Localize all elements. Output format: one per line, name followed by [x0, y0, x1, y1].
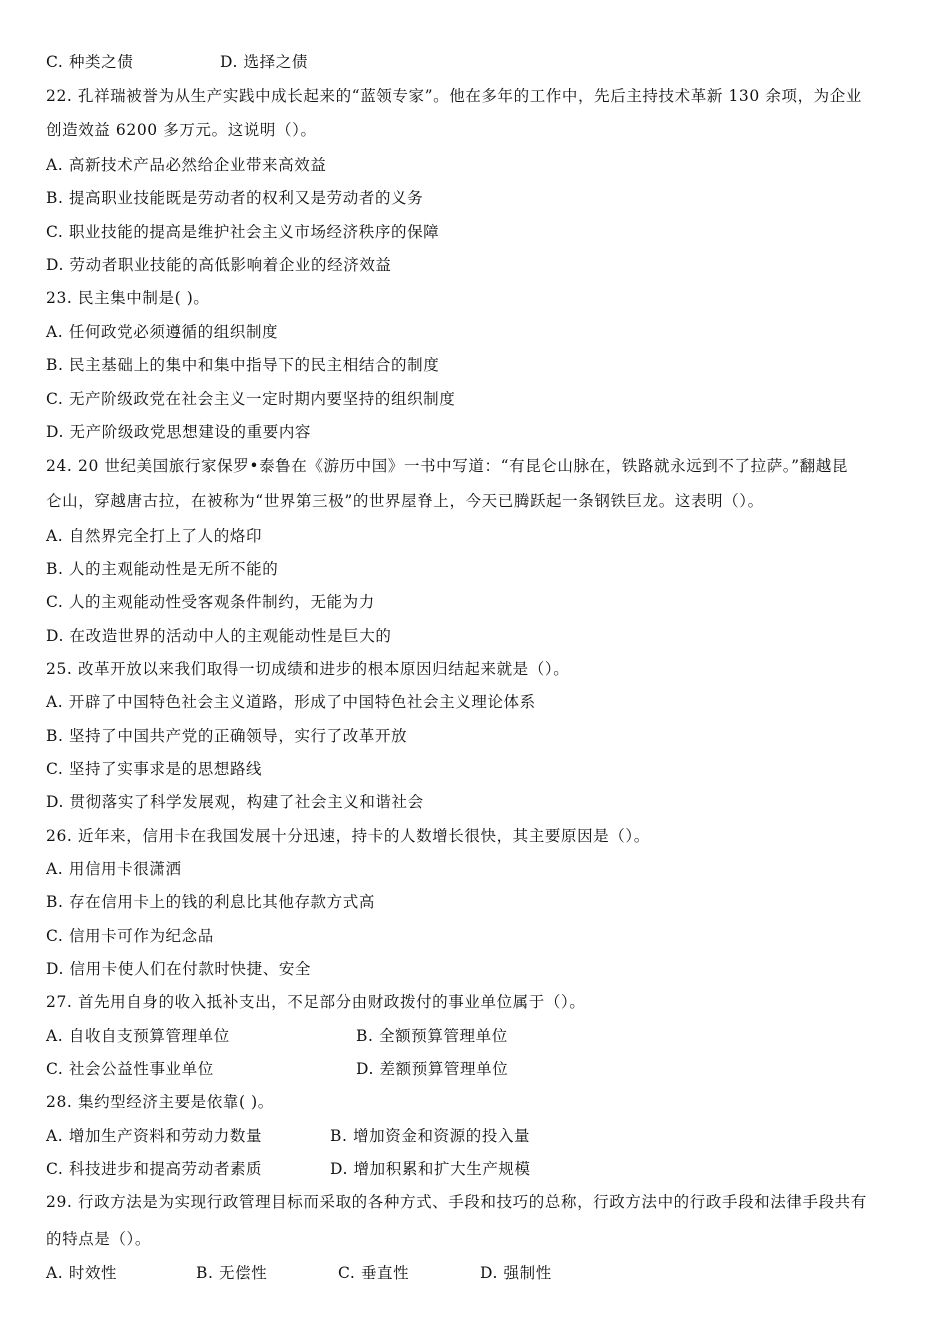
question-28-option-a: A. 增加生产资料和劳动力数量 [46, 1127, 263, 1145]
question-23-stem: 23. 民主集中制是( )。 [46, 289, 210, 307]
question-22-option-d: D. 劳动者职业技能的高低影响着企业的经济效益 [46, 256, 392, 274]
question-22-option-c: C. 职业技能的提高是维护社会主义市场经济秩序的保障 [46, 223, 440, 241]
question-29-stem: 29. 行政方法是为实现行政管理目标而采取的各种方式、手段和技巧的总称，行政方法中的行政手段和法律手段共有 [46, 1193, 867, 1211]
question-25-option-a: A. 开辟了中国特色社会主义道路，形成了中国特色社会主义理论体系 [46, 693, 536, 711]
question-22-option-a: A. 高新技术产品必然给企业带来高效益 [46, 156, 327, 174]
question-24-option-c: C. 人的主观能动性受客观条件制约，无能为力 [46, 593, 375, 611]
question-27-option-a: A. 自收自支预算管理单位 [46, 1027, 230, 1045]
option-d: D. 选择之债 [220, 53, 308, 71]
question-25-stem: 25. 改革开放以来我们取得一切成绩和进步的根本原因归结起来就是（）。 [46, 660, 570, 678]
question-27-option-b: B. 全额预算管理单位 [356, 1027, 508, 1045]
question-26-option-d: D. 信用卡使人们在付款时快捷、安全 [46, 960, 312, 978]
question-24-stem-cont: 仑山，穿越唐古拉，在被称为“世界第三极”的世界屋脊上，今天已腾跃起一条钢铁巨龙。这表明（）。 [46, 492, 764, 510]
question-28-option-b: B. 增加资金和资源的投入量 [330, 1127, 531, 1145]
question-25-option-d: D. 贯彻落实了科学发展观，构建了社会主义和谐社会 [46, 793, 424, 811]
question-26-stem: 26. 近年来，信用卡在我国发展十分迅速，持卡的人数增长很快，其主要原因是（）。 [46, 827, 650, 845]
question-28-stem: 28. 集约型经济主要是依靠( )。 [46, 1093, 274, 1111]
question-22-stem-cont: 创造效益 6200 多万元。这说明（）。 [46, 121, 317, 139]
question-28-option-c: C. 科技进步和提高劳动者素质 [46, 1160, 263, 1178]
question-27-option-c: C. 社会公益性事业单位 [46, 1060, 214, 1078]
question-29-option-a: A. 时效性 [46, 1264, 118, 1282]
question-23-option-a: A. 任何政党必须遵循的组织制度 [46, 323, 279, 341]
question-24-option-d: D. 在改造世界的活动中人的主观能动性是巨大的 [46, 627, 392, 645]
question-22-stem: 22. 孔祥瑞被誉为从生产实践中成长起来的“蓝领专家”。他在多年的工作中，先后主持技术革新 130 余项，为企业 [46, 87, 862, 105]
question-23-option-c: C. 无产阶级政党在社会主义一定时期内要坚持的组织制度 [46, 390, 456, 408]
question-26-option-b: B. 存在信用卡上的钱的利息比其他存款方式高 [46, 893, 375, 911]
question-25-option-c: C. 坚持了实事求是的思想路线 [46, 760, 263, 778]
question-24-option-b: B. 人的主观能动性是无所不能的 [46, 560, 279, 578]
question-24-option-a: A. 自然界完全打上了人的烙印 [46, 527, 263, 545]
question-28-option-d: D. 增加积累和扩大生产规模 [330, 1160, 531, 1178]
question-23-option-b: B. 民主基础上的集中和集中指导下的民主相结合的制度 [46, 356, 440, 374]
question-25-option-b: B. 坚持了中国共产党的正确领导，实行了改革开放 [46, 727, 408, 745]
question-29-stem-cont: 的特点是（）。 [46, 1230, 151, 1248]
question-24-stem: 24. 20 世纪美国旅行家保罗•泰鲁在《游历中国》一书中写道：“有昆仑山脉在，铁路就永远到不了拉萨。”翻越昆 [46, 457, 848, 475]
question-26-option-c: C. 信用卡可作为纪念品 [46, 927, 214, 945]
question-26-option-a: A. 用信用卡很潇洒 [46, 860, 182, 878]
question-27-stem: 27. 首先用自身的收入抵补支出，不足部分由财政拨付的事业单位属于（）。 [46, 993, 586, 1011]
option-c: C. 种类之债 [46, 53, 134, 71]
question-22-option-b: B. 提高职业技能既是劳动者的权利又是劳动者的义务 [46, 189, 424, 207]
question-23-option-d: D. 无产阶级政党思想建设的重要内容 [46, 423, 312, 441]
question-29-option-c: C. 垂直性 [338, 1264, 410, 1282]
question-29-option-d: D. 强制性 [480, 1264, 552, 1282]
question-29-option-b: B. 无偿性 [196, 1264, 268, 1282]
question-27-option-d: D. 差额预算管理单位 [356, 1060, 509, 1078]
